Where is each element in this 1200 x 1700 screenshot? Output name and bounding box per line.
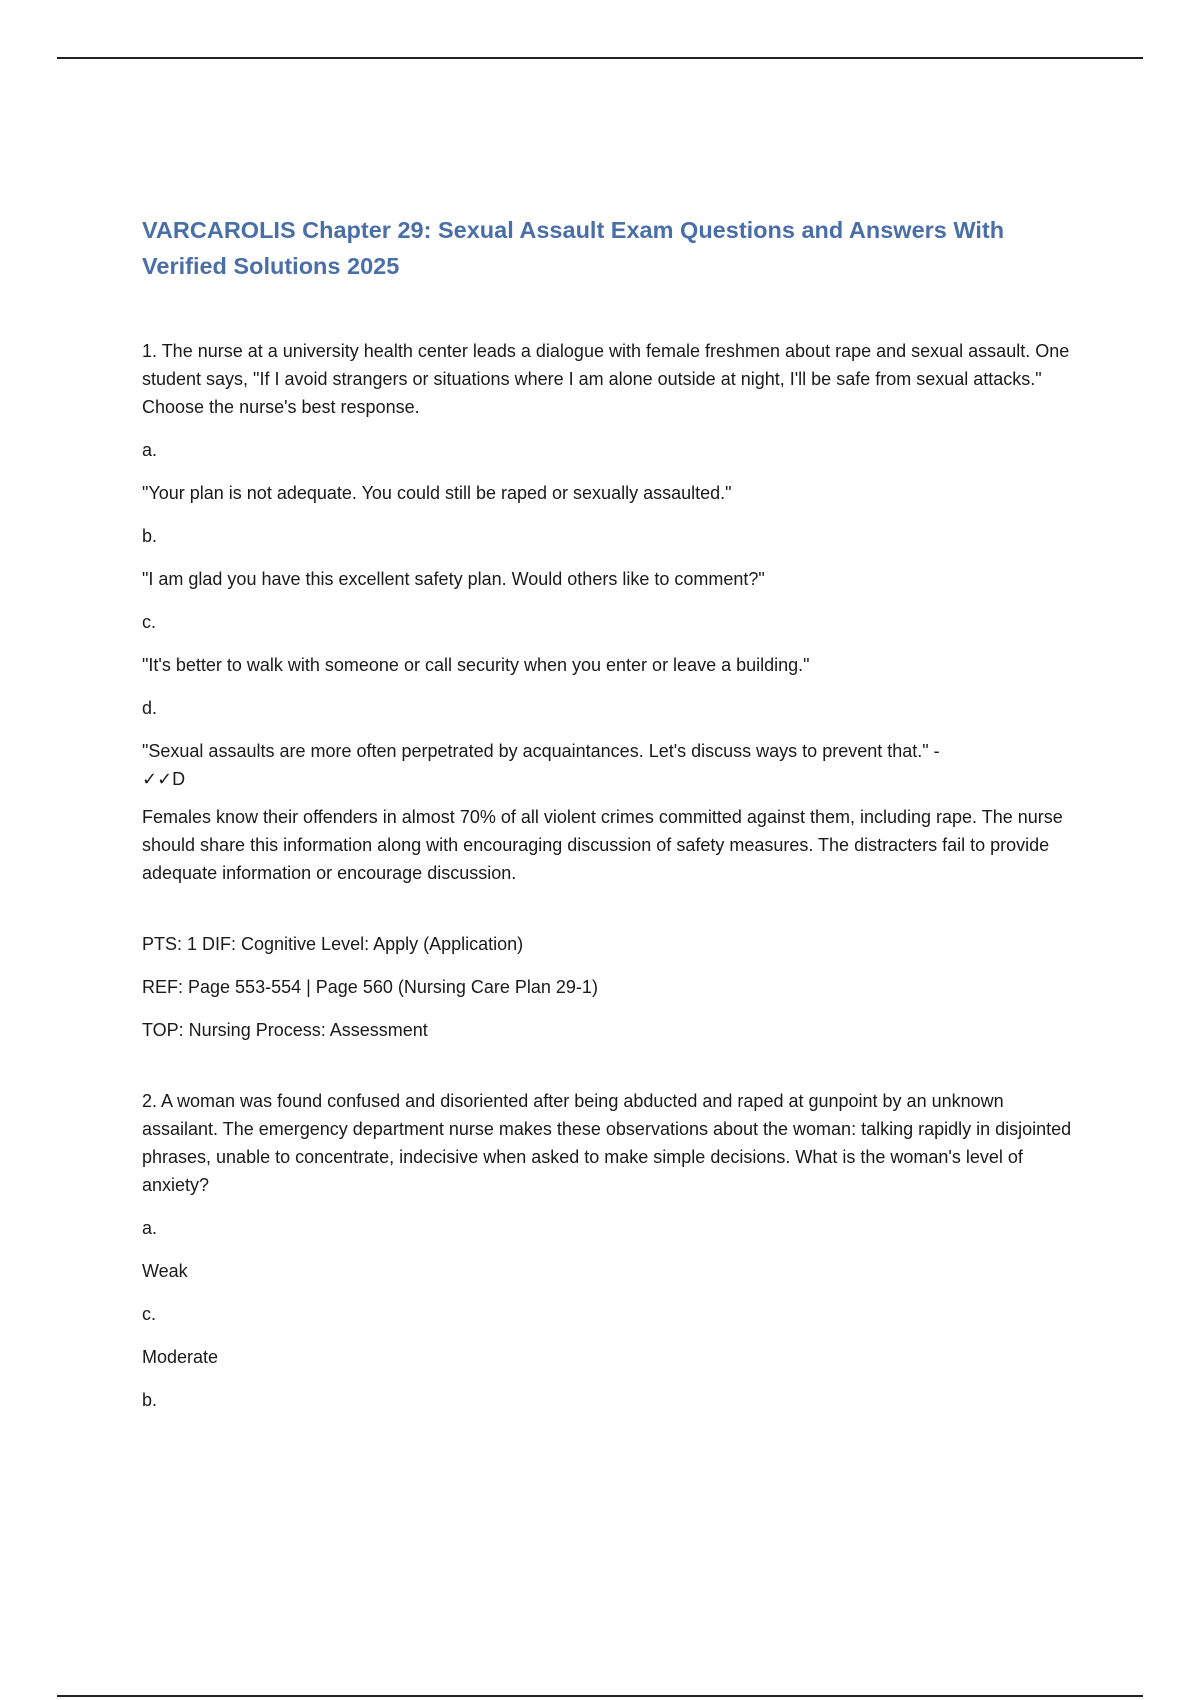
option-text [142,737,1077,793]
reference: REF: Page 553-554 | Page 560 (Nursing Care Plan 29-1) [142,977,598,997]
question-stem: 2. A woman was found confused and disoriented after being abducted and raped at gunpoint by an unknown assailant. The emergency department nurse makes these observations about the woman: talking rapidly in disjointed phrases, unable to concentrate, indecisive when asked to make simple decisions. What is the woman's level of anxiety? [142,1091,1072,1195]
question-stem: 1. The nurse at a university health center leads a dialogue with female freshmen about rape and sexual assault. One student says, "If I avoid strangers or situations where I am alone outside at night, I'll be safe from sexual attacks." Choose the nurse's best response. [142,341,1070,417]
option-letter: d. [142,698,158,718]
option-letter: a. [142,440,158,460]
option-letter: c. [142,612,157,632]
option-text: "Your plan is not adequate. You could still be raped or sexually assaulted." [142,483,732,503]
option-text: Weak [142,1261,188,1281]
option-letter: b. [142,1390,158,1410]
option-letter: b. [142,526,158,546]
correct-answer-mark: ✓✓D [142,769,186,789]
option-letter: c. [142,1304,157,1324]
document-body [142,212,1077,1414]
option-text: "I am glad you have this excellent safety plan. Would others like to comment?" [142,569,765,589]
header-rule [57,57,1143,59]
points-difficulty: PTS: 1 DIF: Cognitive Level: Apply (Application) [142,934,524,954]
title-line-2: Verified Solutions 2025 [142,253,400,279]
answer-rationale: Females know their offenders in almost 70% of all violent crimes committed against them, including rape. The nurse should share this information along with encouraging discussion of safety measures. The distracters fail to provide adequate information or encourage discussion. [142,807,1063,883]
topic: TOP: Nursing Process: Assessment [142,1020,428,1040]
document-title [142,212,1077,284]
question-1 [142,337,1077,1044]
option-text-content: "Sexual assaults are more often perpetrated by acquaintances. Let's discuss ways to prevent that." - [142,741,940,761]
option-letter: a. [142,1218,158,1238]
option-text: "It's better to walk with someone or call security when you enter or leave a building." [142,655,810,675]
footer-rule [57,1695,1143,1697]
option-text: Moderate [142,1347,219,1367]
title-line-1: VARCAROLIS Chapter 29: Sexual Assault Exam Questions and Answers With [142,217,1005,243]
question-2 [142,1087,1077,1414]
